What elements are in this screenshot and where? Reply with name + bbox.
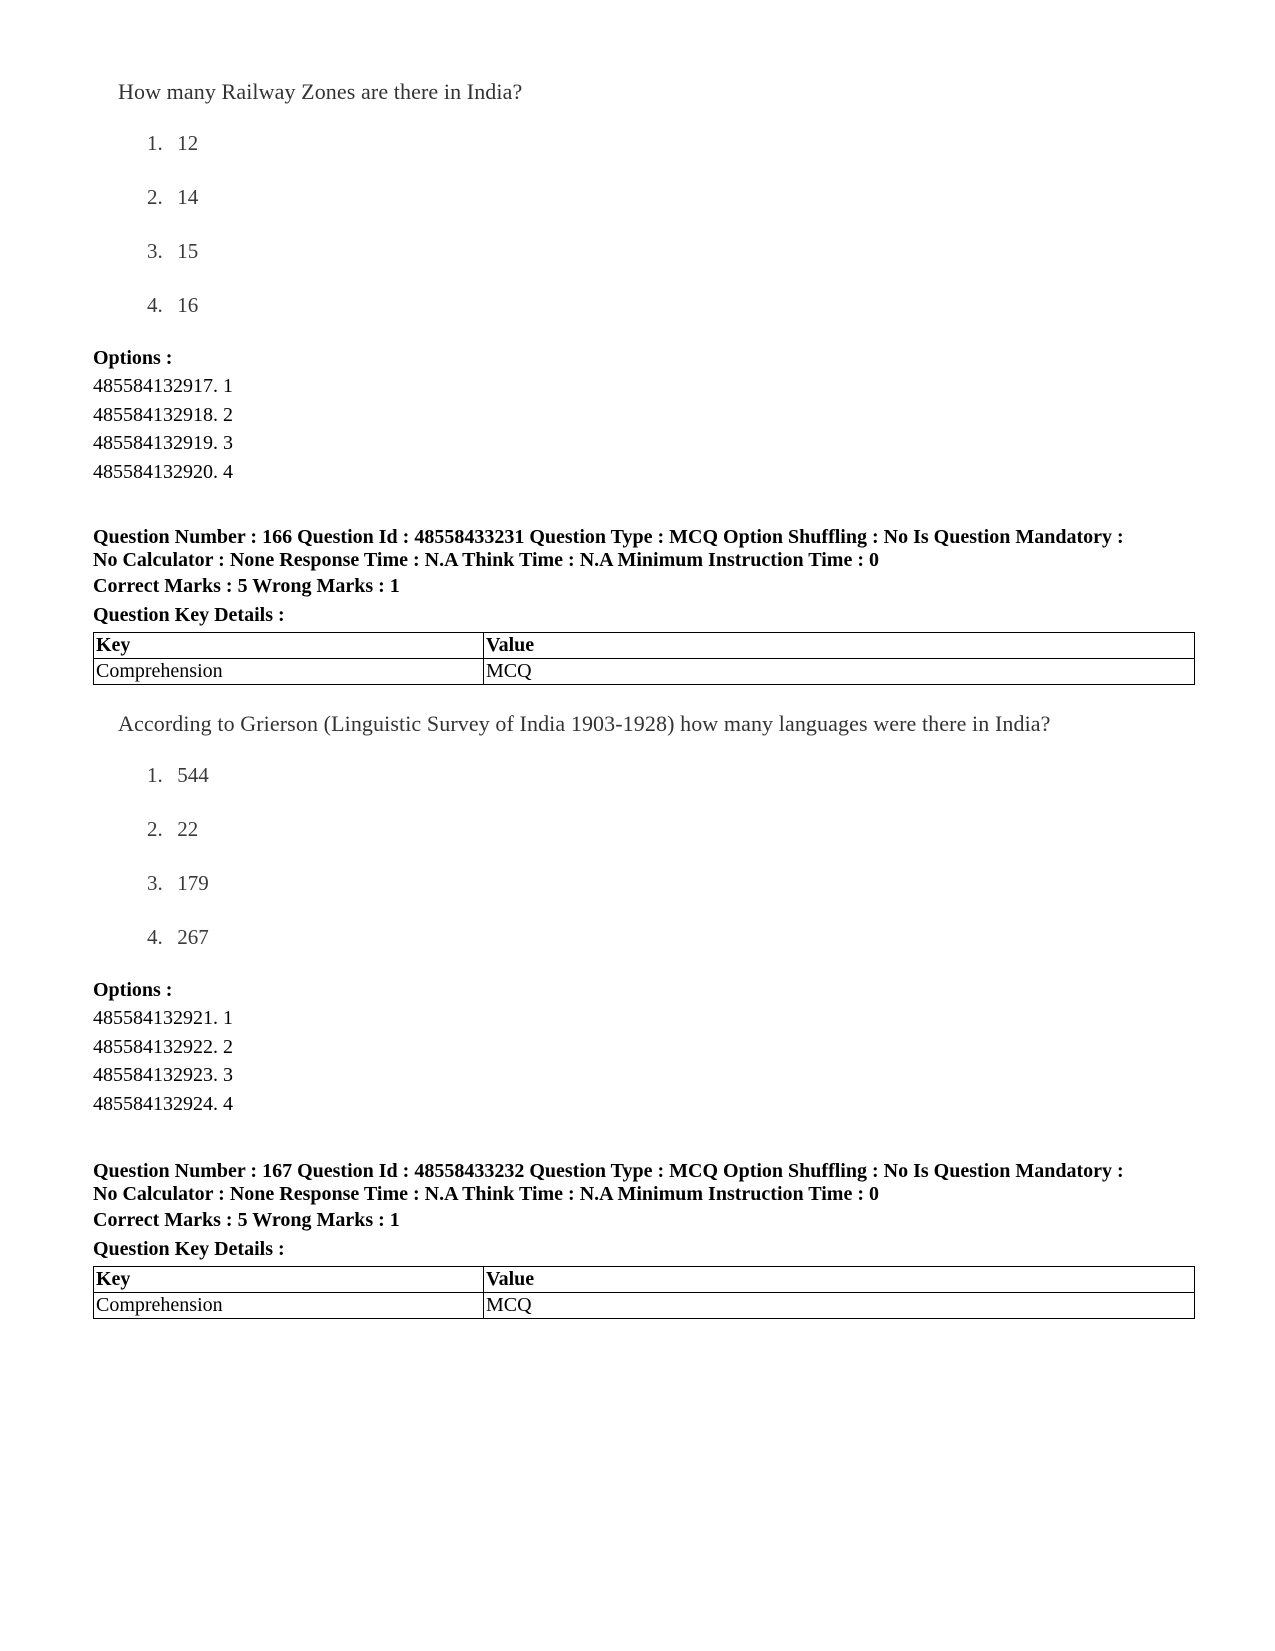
choice-item xyxy=(147,856,1218,910)
choice-number: 1. xyxy=(147,763,163,787)
choice-text: 16 xyxy=(177,293,199,317)
table-header-row xyxy=(94,1267,1195,1293)
choice-item xyxy=(147,170,1218,224)
marks-line: Correct Marks : 5 Wrong Marks : 1 xyxy=(93,1209,400,1231)
option-id: 485584132920. 4 xyxy=(93,460,233,483)
choice-list xyxy=(118,116,1218,332)
option-id: 485584132919. 3 xyxy=(93,432,233,454)
question-meta-line: Question Number : 167 Question Id : 48558433232 Question Type : MCQ Option Shuffling : No Is Question Mandatory : xyxy=(93,1160,1124,1182)
choice-number: 3. xyxy=(147,239,163,263)
options-label: Options : xyxy=(93,979,173,1001)
option-id: 485584132924. 4 xyxy=(93,1092,233,1115)
choice-text: 15 xyxy=(177,239,199,263)
choice-number: 1. xyxy=(147,131,163,155)
table-header-value: Value xyxy=(484,1267,1195,1293)
option-id: 485584132922. 2 xyxy=(93,1035,233,1058)
question-meta-line: No Calculator : None Response Time : N.A Think Time : N.A Minimum Instruction Time : 0 xyxy=(93,549,879,571)
choice-text: 12 xyxy=(177,131,199,155)
choice-item xyxy=(147,748,1218,802)
table-row xyxy=(94,659,1195,685)
choice-number: 3. xyxy=(147,871,163,895)
key-details-label: Question Key Details : xyxy=(93,1238,285,1260)
choice-item xyxy=(147,224,1218,278)
options-label: Options : xyxy=(93,347,173,369)
key-details-table xyxy=(93,632,1195,685)
choice-number: 4. xyxy=(147,293,163,317)
key-details-table xyxy=(93,1266,1195,1319)
options-block-165 xyxy=(93,344,1203,486)
table-cell-value: MCQ xyxy=(484,659,1195,685)
choice-item xyxy=(147,802,1218,856)
question-text: How many Railway Zones are there in India? xyxy=(118,79,523,104)
question-meta-line: No Calculator : None Response Time : N.A Think Time : N.A Minimum Instruction Time : 0 xyxy=(93,1183,879,1205)
question-header-166 xyxy=(93,526,1203,685)
option-id: 485584132921. 1 xyxy=(93,1007,233,1029)
choice-number: 2. xyxy=(147,185,163,209)
key-details-label: Question Key Details : xyxy=(93,604,285,626)
option-id: 485584132923. 3 xyxy=(93,1064,233,1086)
marks-line: Correct Marks : 5 Wrong Marks : 1 xyxy=(93,575,400,597)
question-header-167 xyxy=(93,1160,1203,1319)
table-row xyxy=(94,1293,1195,1319)
table-header-key: Key xyxy=(94,1267,484,1293)
table-cell-key: Comprehension xyxy=(94,1293,484,1319)
choice-number: 4. xyxy=(147,925,163,949)
table-cell-value: MCQ xyxy=(484,1293,1195,1319)
question-text: According to Grierson (Linguistic Survey of India 1903-1928) how many languages were there in India? xyxy=(118,711,1051,736)
choice-number: 2. xyxy=(147,817,163,841)
table-header-value: Value xyxy=(484,633,1195,659)
option-id: 485584132917. 1 xyxy=(93,375,233,397)
question-image-165 xyxy=(118,78,1218,332)
choice-text: 22 xyxy=(177,817,199,841)
choice-text: 14 xyxy=(177,185,199,209)
choice-item xyxy=(147,116,1218,170)
choice-item xyxy=(147,278,1218,332)
choice-item xyxy=(147,910,1218,964)
table-header-key: Key xyxy=(94,633,484,659)
question-image-166 xyxy=(118,710,1218,964)
options-block-166 xyxy=(93,976,1203,1118)
choice-text: 544 xyxy=(177,763,209,787)
option-id: 485584132918. 2 xyxy=(93,403,233,426)
question-meta-line: Question Number : 166 Question Id : 48558433231 Question Type : MCQ Option Shuffling : No Is Question Mandatory : xyxy=(93,526,1124,548)
choice-text: 267 xyxy=(177,925,209,949)
table-cell-key: Comprehension xyxy=(94,659,484,685)
choice-list xyxy=(118,748,1218,964)
choice-text: 179 xyxy=(177,871,209,895)
table-header-row xyxy=(94,633,1195,659)
